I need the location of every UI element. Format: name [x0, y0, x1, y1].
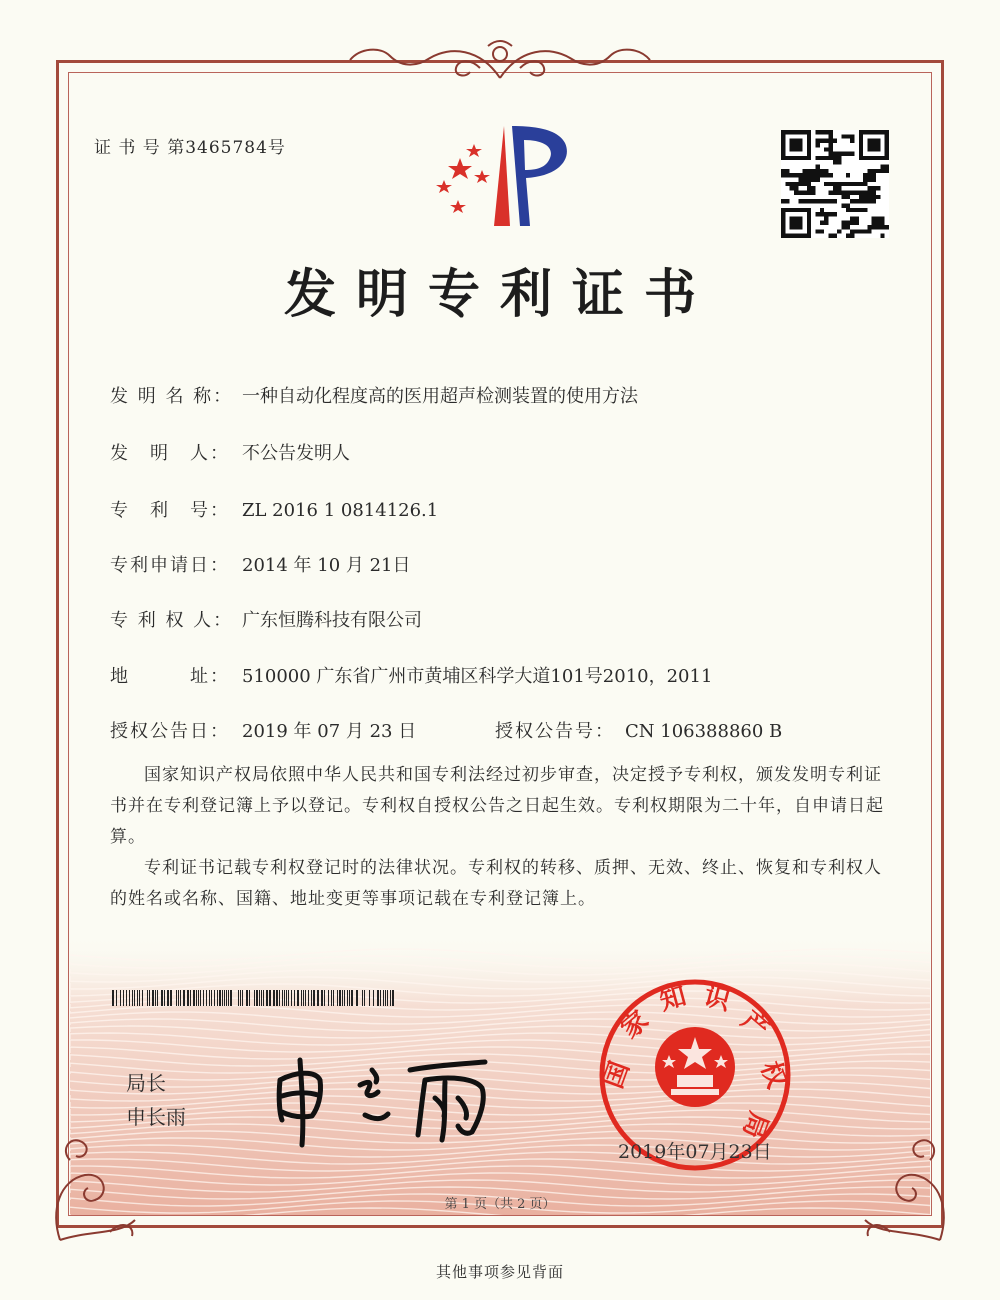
page-indicator: 第 1 页（共 2 页） — [444, 1197, 556, 1212]
seal-char: 国 — [598, 1057, 636, 1093]
certificate-body-text — [110, 760, 890, 915]
field-value: 一种自动化程度高的医用超声检测装置的使用方法 — [242, 386, 638, 407]
field-row — [110, 382, 638, 408]
field-value: 广东恒腾科技有限公司 — [242, 610, 422, 631]
seal-char: 家 — [615, 1005, 655, 1045]
seal-char: 识 — [700, 981, 734, 1017]
field-value: 510000 广东省广州市黄埔区科学大道101号2010，2011 — [242, 666, 713, 687]
grant-date-row — [110, 717, 416, 743]
seal-date: 2019年07月23日 — [618, 1141, 772, 1163]
certificate-title: 发明专利证书 — [283, 265, 716, 325]
barcode — [112, 990, 397, 1006]
grant-number-label: 授权公告号： — [495, 721, 615, 742]
field-label: 专 利 权 人： — [110, 610, 234, 631]
top-scroll-ornament — [330, 38, 670, 82]
cnipa-logo-icon — [420, 118, 580, 236]
director-signature — [260, 1040, 510, 1150]
body-paragraph: 国家知识产权局依照中华人民共和国专利法经过初步审查，决定授予专利权，颁发发明专利证书并在专利登记簿上予以登记。专利权自授权公告之日起生效。专利权期限为二十年，自申请日起算。 — [110, 765, 884, 847]
director-title: 局长 — [126, 1071, 166, 1095]
field-row — [110, 439, 350, 465]
qr-code — [778, 130, 892, 238]
body-paragraph: 专利证书记载专利权登记时的法律状况。专利权的转移、质押、无效、终止、恢复和专利权人的姓名或名称、国籍、地址变更等事项记载在专利登记簿上。 — [110, 858, 882, 909]
field-label: 专利申请日： — [110, 555, 230, 576]
field-row — [110, 606, 422, 632]
field-row — [110, 662, 712, 688]
seal-char: 知 — [656, 981, 690, 1017]
seal-char: 局 — [736, 1107, 774, 1143]
footer-note: 其他事项参见背面 — [435, 1263, 564, 1281]
grant-number-value: CN 106388860 B — [625, 721, 783, 742]
field-row — [110, 496, 438, 522]
bottom-right-corner-ornament — [850, 1120, 960, 1250]
field-value: ZL 2016 1 0814126.1 — [242, 500, 439, 521]
seal-char: 权 — [754, 1057, 792, 1093]
seal-char: 产 — [735, 1005, 775, 1045]
certificate-number: 证 书 号 第3465784号 — [94, 138, 286, 158]
field-label: 发 明 人： — [110, 443, 230, 464]
grant-date-value: 2019 年 07 月 23 日 — [242, 721, 417, 742]
director-name: 申长雨 — [126, 1105, 186, 1129]
field-value: 2014 年 10 月 21日 — [242, 555, 411, 576]
bottom-left-corner-ornament — [40, 1120, 150, 1250]
field-label: 地 址： — [110, 666, 230, 687]
field-label: 专 利 号： — [110, 500, 230, 521]
grant-number-row — [495, 717, 782, 743]
grant-date-label: 授权公告日： — [110, 721, 230, 742]
field-label: 发 明 名 称： — [110, 386, 234, 407]
field-row — [110, 551, 411, 577]
field-value: 不公告发明人 — [242, 443, 350, 464]
